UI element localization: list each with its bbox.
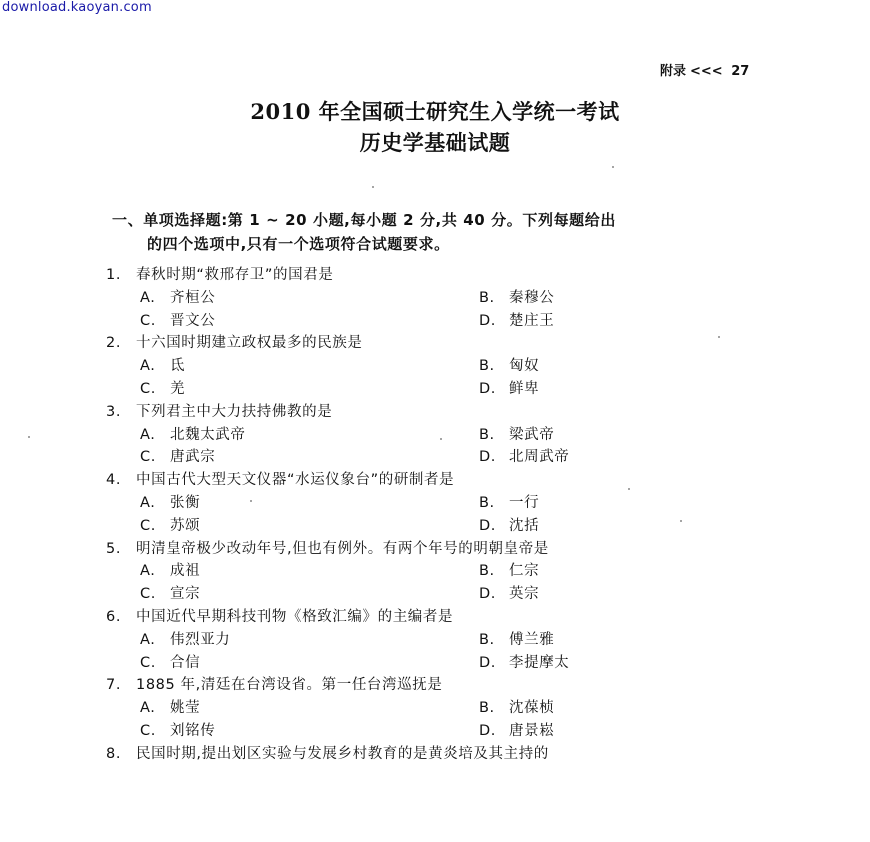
exam-title: 2010 年全国硕士研究生入学统一考试: [250, 99, 620, 124]
option-letter: B.: [479, 700, 495, 717]
option: [479, 696, 554, 717]
option-text: 唐武宗: [170, 449, 216, 466]
question-number: 5.: [106, 540, 122, 557]
option: [140, 377, 185, 398]
question-stem: [106, 605, 453, 626]
option: [140, 354, 185, 375]
option: [479, 309, 554, 330]
option-text: 沈葆桢: [509, 700, 555, 717]
chevrons: <<<: [690, 64, 723, 79]
question-number: 3.: [106, 403, 122, 420]
exam-subtitle: 历史学基础试题: [359, 130, 511, 155]
option-letter: C.: [140, 722, 156, 739]
question-number: 7.: [106, 677, 122, 694]
scan-speck: [372, 186, 374, 188]
question-stem-row: [0, 263, 870, 286]
option-letter: D.: [479, 380, 496, 397]
option-letter: C.: [140, 312, 156, 329]
question-text: 中国近代早期科技刊物《格致汇编》的主编者是: [136, 608, 454, 625]
option-text: 宣宗: [170, 586, 201, 603]
options-row: [0, 719, 870, 742]
question-number: 8.: [106, 745, 122, 762]
question-list: [0, 263, 870, 765]
question-text: 春秋时期“救邢存卫”的国君是: [136, 267, 334, 283]
option-letter: C.: [140, 586, 156, 603]
options-row: [0, 445, 870, 468]
options-row: [0, 423, 870, 446]
scan-speck: [680, 520, 682, 522]
question-text: 中国古代大型天文仪器“水运仪象台”的研制者是: [136, 472, 455, 489]
question-text: 1885 年,清廷在台湾设省。第一任台湾巡抚是: [136, 677, 443, 694]
option-letter: D.: [479, 312, 496, 329]
option: [140, 445, 215, 466]
option: [479, 491, 539, 512]
option-text: 北魏太武帝: [170, 426, 246, 443]
option-text: 仁宗: [509, 563, 540, 580]
options-row: [0, 514, 870, 537]
option-text: 苏颂: [170, 517, 201, 534]
scan-speck: [612, 166, 614, 168]
options-row: [0, 491, 870, 514]
option-text: 北周武帝: [509, 449, 570, 466]
page-header: [660, 60, 753, 79]
option-text: 楚庄王: [509, 312, 555, 329]
option-text: 氐: [170, 358, 186, 375]
question-text: 明清皇帝极少改动年号,但也有例外。有两个年号的明朝皇帝是: [136, 540, 549, 557]
option: [140, 628, 230, 649]
option-letter: A.: [140, 494, 156, 511]
option: [479, 377, 539, 398]
question-number: 4.: [106, 472, 122, 489]
option-text: 傅兰雅: [509, 631, 555, 648]
option: [140, 696, 200, 717]
question-text: 民国时期,提出划区实验与发展乡村教育的是黄炎培及其主持的: [136, 745, 549, 762]
option-text: 晋文公: [170, 312, 216, 329]
option-text: 梁武帝: [509, 426, 555, 443]
option-text: 匈奴: [509, 358, 540, 375]
option-letter: D.: [479, 722, 496, 739]
option: [479, 559, 539, 580]
question-stem-row: [0, 468, 870, 491]
question-stem: [106, 673, 442, 694]
option: [140, 514, 200, 535]
question-stem-row: [0, 673, 870, 696]
option-text: 伟烈亚力: [170, 631, 231, 648]
question-stem-row: [0, 331, 870, 354]
options-row: [0, 286, 870, 309]
question-stem: [106, 468, 454, 489]
option-letter: A.: [140, 563, 156, 580]
option: [140, 719, 215, 740]
option-letter: A.: [140, 358, 156, 375]
option: [479, 628, 554, 649]
option: [479, 354, 539, 375]
option: [140, 559, 200, 580]
option-text: 羌: [170, 380, 186, 397]
question-stem-row: [0, 605, 870, 628]
options-row: [0, 582, 870, 605]
option-letter: C.: [140, 654, 156, 671]
option: [479, 423, 554, 444]
option-letter: C.: [140, 449, 156, 466]
question-stem-row: [0, 537, 870, 560]
option-text: 姚莹: [170, 700, 201, 717]
option-letter: A.: [140, 426, 156, 443]
question-number: 1.: [106, 267, 122, 283]
options-row: [0, 377, 870, 400]
question-stem: [106, 742, 549, 763]
option: [140, 309, 215, 330]
option-text: 秦穆公: [509, 289, 555, 306]
option: [479, 651, 569, 672]
option: [140, 582, 200, 603]
option-text: 齐桓公: [170, 289, 216, 306]
option-letter: B.: [479, 358, 495, 375]
watermark-text: download.kaoyan.com: [2, 0, 152, 15]
option-text: 合信: [170, 654, 201, 671]
options-row: [0, 628, 870, 651]
option-text: 李提摩太: [509, 654, 570, 671]
question-stem-row: [0, 742, 870, 765]
option-text: 唐景崧: [509, 722, 555, 739]
appendix-label: 附录: [660, 64, 687, 79]
option-letter: B.: [479, 289, 495, 306]
option: [479, 719, 554, 740]
option: [140, 423, 246, 444]
option: [479, 445, 569, 466]
option-text: 鲜卑: [509, 380, 540, 397]
option: [479, 514, 539, 535]
question-stem: [106, 400, 332, 421]
scan-speck: [440, 438, 442, 440]
option-letter: A.: [140, 289, 156, 306]
option: [140, 286, 215, 307]
option: [479, 286, 554, 307]
option-letter: C.: [140, 517, 156, 534]
scan-speck: [28, 436, 30, 438]
option: [140, 491, 200, 512]
section-heading: [112, 208, 792, 256]
scan-speck: [250, 500, 252, 502]
option-letter: A.: [140, 700, 156, 717]
option-text: 张衡: [170, 494, 201, 511]
scan-speck: [718, 336, 720, 338]
question-stem: [106, 263, 333, 284]
option: [140, 651, 200, 672]
option-letter: D.: [479, 449, 496, 466]
option: [479, 582, 539, 603]
option-letter: D.: [479, 517, 496, 534]
question-text: 十六国时期建立政权最多的民族是: [136, 335, 363, 352]
section-instructions-line2: 的四个选项中,只有一个选项符合试题要求。: [147, 235, 450, 253]
options-row: [0, 696, 870, 719]
options-row: [0, 651, 870, 674]
option-letter: B.: [479, 494, 495, 511]
option-text: 成祖: [170, 563, 201, 580]
option-text: 一行: [509, 494, 540, 511]
option-text: 英宗: [509, 586, 540, 603]
question-stem: [106, 537, 549, 558]
option-letter: A.: [140, 631, 156, 648]
option-letter: B.: [479, 426, 495, 443]
option-letter: C.: [140, 380, 156, 397]
question-number: 2.: [106, 335, 122, 352]
section-instructions-line1: 一、单项选择题:第 1 ~ 20 小题,每小题 2 分,共 40 分。下列每题给出: [112, 211, 616, 229]
option-letter: B.: [479, 563, 495, 580]
question-stem-row: [0, 400, 870, 423]
option-letter: D.: [479, 654, 496, 671]
question-number: 6.: [106, 608, 122, 625]
options-row: [0, 559, 870, 582]
question-stem: [106, 331, 363, 352]
page-number: 27: [731, 64, 750, 79]
options-row: [0, 309, 870, 332]
scan-speck: [628, 488, 630, 490]
question-text: 下列君主中大力扶持佛教的是: [136, 403, 333, 420]
option-text: 刘铭传: [170, 722, 216, 739]
options-row: [0, 354, 870, 377]
option-text: 沈括: [509, 517, 540, 534]
option-letter: D.: [479, 586, 496, 603]
option-letter: B.: [479, 631, 495, 648]
